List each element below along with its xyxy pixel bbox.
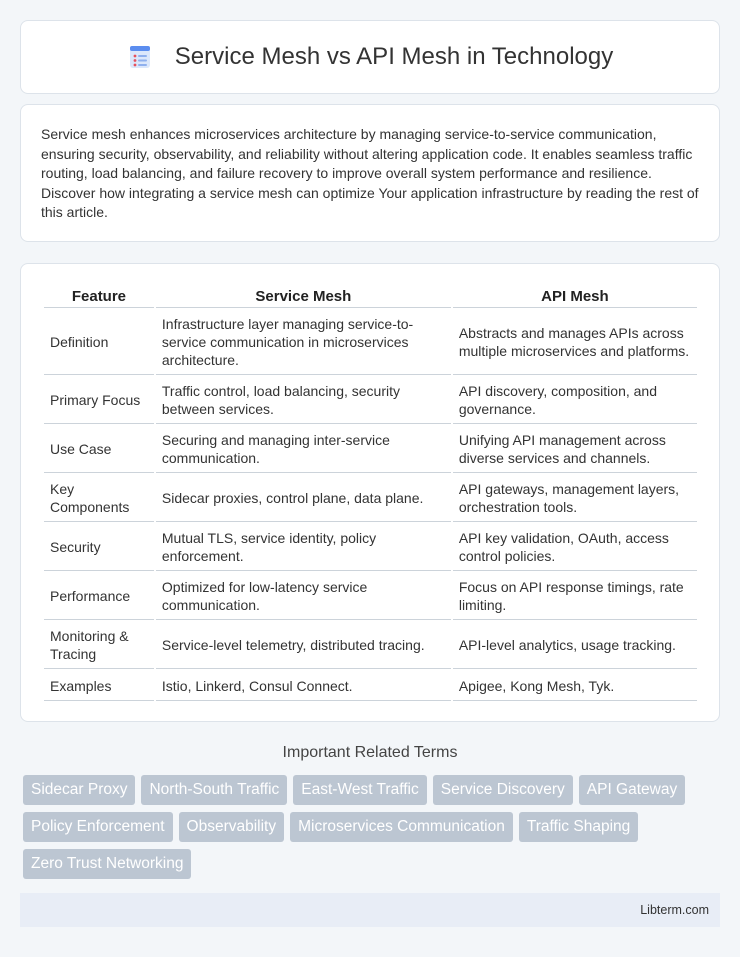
api-mesh-cell: API discovery, composition, and governance. (453, 377, 697, 424)
api-mesh-cell: Apigee, Kong Mesh, Tyk. (453, 671, 697, 701)
table-row (44, 671, 697, 701)
feature-cell: Primary Focus (44, 377, 154, 424)
service-mesh-cell: Istio, Linkerd, Consul Connect. (156, 671, 451, 701)
table-row (44, 573, 697, 620)
term-tag[interactable]: Traffic Shaping (519, 812, 638, 842)
document-list-icon (127, 44, 153, 70)
feature-cell: Key Components (44, 475, 154, 522)
api-mesh-cell: Unifying API management across diverse services and channels. (453, 426, 697, 473)
table-row (44, 377, 697, 424)
table-row (44, 524, 697, 571)
feature-cell: Monitoring & Tracing (44, 622, 154, 669)
api-mesh-cell: Abstracts and manages APIs across multiple microservices and platforms. (453, 310, 697, 375)
service-mesh-cell: Service-level telemetry, distributed tracing. (156, 622, 451, 669)
footer (20, 893, 720, 927)
api-mesh-cell: API-level analytics, usage tracking. (453, 622, 697, 669)
term-tag[interactable]: East-West Traffic (293, 775, 426, 805)
column-header-api-mesh: API Mesh (453, 284, 697, 308)
service-mesh-cell: Sidecar proxies, control plane, data plane. (156, 475, 451, 522)
term-tag[interactable]: Zero Trust Networking (23, 849, 191, 879)
api-mesh-cell: Focus on API response timings, rate limiting. (453, 573, 697, 620)
footer-site-link[interactable]: Libterm.com (640, 903, 709, 917)
service-mesh-cell: Securing and managing inter-service communication. (156, 426, 451, 473)
column-header-feature: Feature (44, 284, 154, 308)
page-title: Service Mesh vs API Mesh in Technology (174, 43, 614, 70)
service-mesh-cell: Traffic control, load balancing, security between services. (156, 377, 451, 424)
service-mesh-cell: Mutual TLS, service identity, policy enforcement. (156, 524, 451, 571)
term-tag[interactable]: Observability (179, 812, 285, 842)
table-row (44, 622, 697, 669)
related-terms-title: Important Related Terms (282, 744, 458, 761)
table-row (44, 310, 697, 375)
intro-card (20, 104, 720, 242)
column-header-service-mesh: Service Mesh (156, 284, 451, 308)
feature-cell: Definition (44, 310, 154, 375)
term-tag[interactable]: Sidecar Proxy (23, 775, 135, 805)
term-tag[interactable]: Microservices Communication (290, 812, 513, 842)
comparison-table-card (20, 263, 720, 722)
comparison-table (42, 282, 699, 703)
header-card (20, 20, 720, 94)
term-tag[interactable]: Policy Enforcement (23, 812, 173, 842)
related-terms-list (23, 775, 723, 879)
intro-paragraph: Service mesh enhances microservices architecture by managing service-to-service communication, ensuring security, observability, and reliability without altering application code. It enables seamless traffic routing, load balancing, and failure recovery to improve overall system performance and resilience. Discover how integrating a service mesh can optimize Your application infrastructure by reading the rest of this article. (41, 126, 699, 220)
feature-cell: Use Case (44, 426, 154, 473)
term-tag[interactable]: API Gateway (579, 775, 685, 805)
table-row (44, 426, 697, 473)
table-row (44, 475, 697, 522)
table-header-row (44, 284, 697, 308)
feature-cell: Security (44, 524, 154, 571)
term-tag[interactable]: Service Discovery (433, 775, 573, 805)
feature-cell: Performance (44, 573, 154, 620)
service-mesh-cell: Infrastructure layer managing service-to-service communication in microservices architecture. (156, 310, 451, 375)
term-tag[interactable]: North-South Traffic (141, 775, 287, 805)
api-mesh-cell: API gateways, management layers, orchestration tools. (453, 475, 697, 522)
api-mesh-cell: API key validation, OAuth, access control policies. (453, 524, 697, 571)
service-mesh-cell: Optimized for low-latency service communication. (156, 573, 451, 620)
feature-cell: Examples (44, 671, 154, 701)
